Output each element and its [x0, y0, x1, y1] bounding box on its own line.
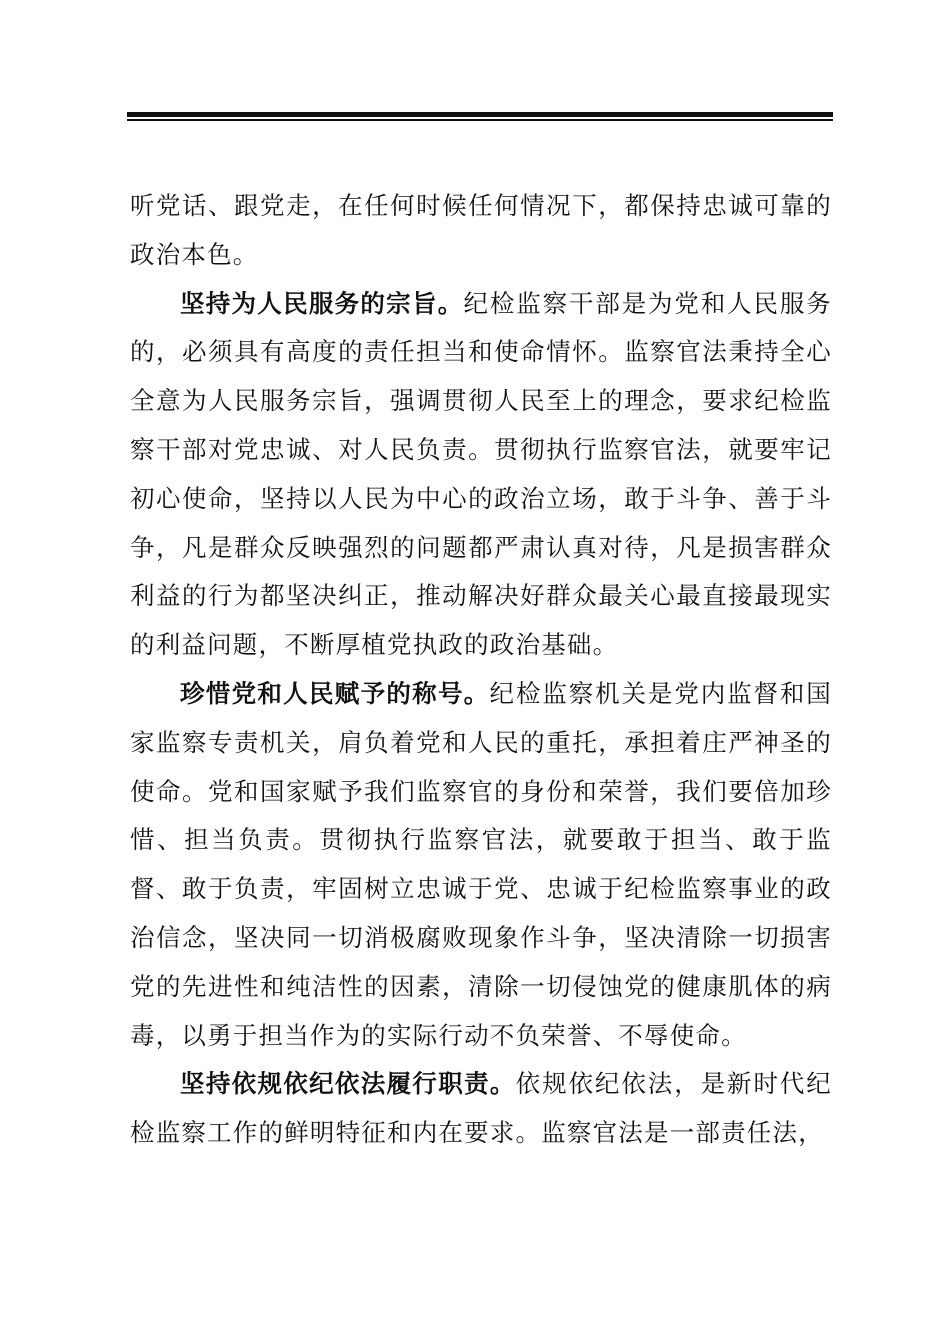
- paragraph-heading: 珍惜党和人民赋予的称号。: [180, 678, 490, 708]
- paragraph-text: 听党话、跟党走，在任何时候任何情况下，都保持忠诚可靠的政治本色。: [130, 191, 832, 269]
- paragraph-cherish-title: [130, 670, 832, 1060]
- header-double-rule: [127, 112, 833, 121]
- paragraph-text: 纪检监察干部是为党和人民服务的，必须具有高度的责任担当和使命情怀。监察官法秉持全心全意为人民服务宗旨，强调贯彻人民至上的理念，要求纪检监察干部对党忠诚、对人民负责。贯彻执行监察官法，就要牢记初心使命，坚持以人民为中心的政治立场，敢于斗争、善于斗争，凡是群众反映强烈的问题都严肃认真对待，凡是损害群众利益的行为都坚决纠正，推动解决好群众最关心最直接最现实的利益问题，不断厚植党执政的政治基础。: [130, 288, 832, 660]
- paragraph-heading: 坚持依规依纪依法履行职责。: [180, 1069, 516, 1099]
- paragraph-continuation: [130, 182, 832, 280]
- paragraph-lawful-duty: [130, 1060, 832, 1158]
- header-rule-thin: [127, 119, 833, 121]
- paragraph-text: 依规依纪依法，是新时代纪检监察工作的鲜明特征和内在要求。监察官法是一部责任法，: [130, 1069, 832, 1148]
- paragraph-heading: 坚持为人民服务的宗旨。: [180, 288, 464, 318]
- document-body: [130, 182, 832, 1158]
- paragraph-text: 纪检监察机关是党内监督和国家监察专责机关，肩负着党和人民的重托，承担着庄严神圣的使命。党和国家赋予我们监察官的身份和荣誉，我们要倍加珍惜、担当负责。贯彻执行监察官法，就要敢于担当、敢于监督、敢于负责，牢固树立忠诚于党、忠诚于纪检监察事业的政治信念，坚决同一切消极腐败现象作斗争，坚决清除一切损害党的先进性和纯洁性的因素，清除一切侵蚀党的健康肌体的病毒，以勇于担当作为的实际行动不负荣誉、不辱使命。: [130, 678, 832, 1050]
- paragraph-serve-people: [130, 280, 832, 670]
